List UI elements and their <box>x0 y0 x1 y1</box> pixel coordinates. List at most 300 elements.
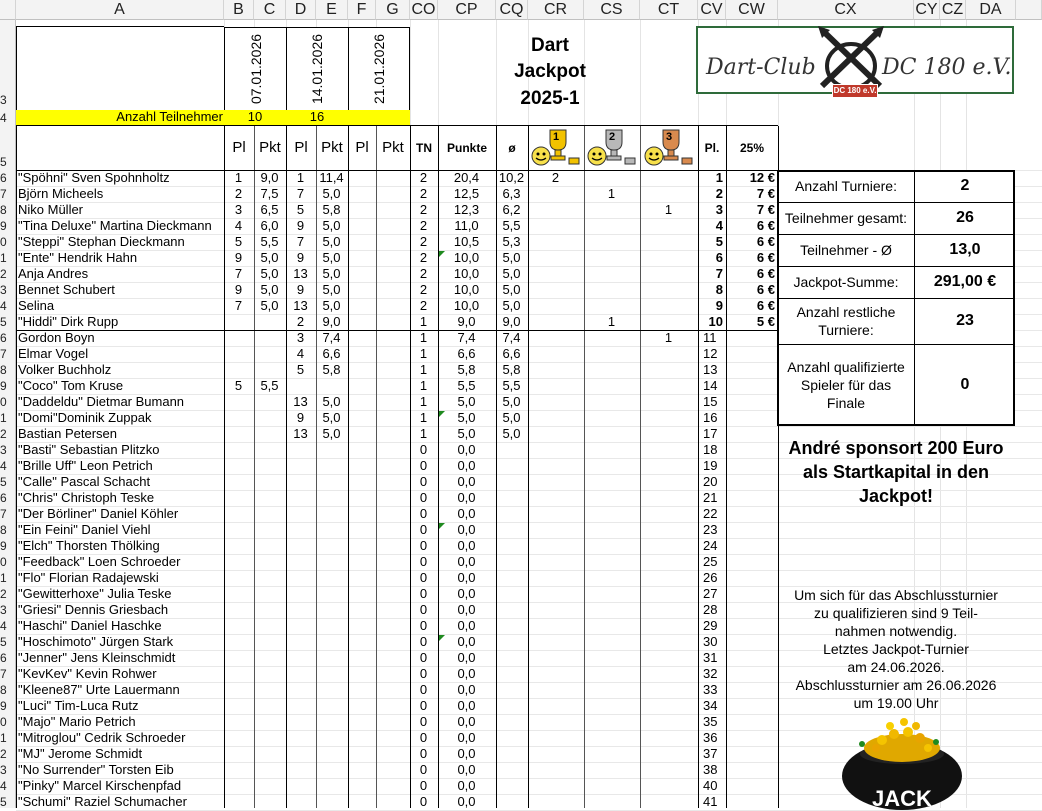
column-header-cz[interactable]: CZ <box>940 0 966 20</box>
average-points: 7,4 <box>502 330 521 345</box>
player-name: "Pinky" Marcel Kirschenpfad <box>18 778 182 793</box>
column-header-f[interactable]: F <box>348 0 376 20</box>
table-row[interactable] <box>0 458 780 474</box>
player-name: "Mitroglou" Cedrik Schroeder <box>18 730 186 745</box>
total-points: 5,5 <box>457 378 476 393</box>
table-row[interactable] <box>0 442 780 458</box>
tournaments-count: 0 <box>419 490 428 505</box>
total-points: 9,0 <box>457 314 476 329</box>
points-week-1: 6,5 <box>260 202 279 217</box>
column-header-cr[interactable]: CR <box>528 0 584 20</box>
overall-rank: 24 <box>703 538 718 553</box>
row-number[interactable]: 1 <box>0 731 7 745</box>
overall-rank: 35 <box>703 714 718 729</box>
column-header-c[interactable]: C <box>254 0 286 20</box>
row-number[interactable]: 5 <box>0 635 7 649</box>
tournaments-count: 0 <box>419 570 428 585</box>
date-2: 14.01.2026 <box>309 33 325 105</box>
points-week-2: 6,6 <box>322 346 341 361</box>
column-header-co[interactable]: CO <box>410 0 438 20</box>
row-number[interactable]: 4 <box>0 111 7 125</box>
date-3: 21.01.2026 <box>371 33 387 105</box>
column-header-cp[interactable]: CP <box>438 0 496 20</box>
tournaments-count: 0 <box>419 778 428 793</box>
total-points: 5,8 <box>457 362 476 377</box>
row-number[interactable]: 9 <box>0 379 7 393</box>
table-row[interactable] <box>0 330 780 346</box>
table-row[interactable] <box>0 522 780 538</box>
tournaments-count: 0 <box>419 586 428 601</box>
title-area-top <box>16 26 224 27</box>
player-name: "Tina Deluxe" Martina Dieckmann <box>18 218 212 233</box>
total-points: 0,0 <box>457 522 476 537</box>
tournaments-count: 0 <box>419 666 428 681</box>
points-week-1: 5,0 <box>260 250 279 265</box>
total-points: 0,0 <box>457 442 476 457</box>
tournaments-count: 0 <box>419 602 428 617</box>
total-points: 0,0 <box>457 490 476 505</box>
place-week-1: 9 <box>234 250 243 265</box>
club-logo <box>696 26 1014 94</box>
first-places: 2 <box>551 170 560 185</box>
column-header-cw[interactable]: CW <box>726 0 778 20</box>
total-points: 0,0 <box>457 554 476 569</box>
points-week-2: 5,0 <box>322 426 341 441</box>
payout: 7 € <box>756 202 775 217</box>
row-number[interactable]: 4 <box>0 459 7 473</box>
overall-rank: 14 <box>703 378 718 393</box>
place-week-1: 2 <box>234 186 243 201</box>
tournaments-count: 2 <box>419 170 428 185</box>
place-week-1: 5 <box>234 234 243 249</box>
info-line: nahmen notwendig. <box>834 623 958 639</box>
total-points: 0,0 <box>457 458 476 473</box>
row-number[interactable]: 7 <box>0 347 7 361</box>
column-header-a[interactable]: A <box>16 0 224 20</box>
table-row[interactable] <box>0 650 780 666</box>
overall-rank: 28 <box>703 602 718 617</box>
total-points: 10,0 <box>453 266 480 281</box>
column-header-cq[interactable]: CQ <box>496 0 528 20</box>
points-week-2: 5,0 <box>322 298 341 313</box>
row-number[interactable]: 3 <box>0 443 7 457</box>
table-row[interactable] <box>0 218 780 234</box>
points-week-1: 5,5 <box>260 378 279 393</box>
tournaments-count: 2 <box>419 250 428 265</box>
total-points: 12,5 <box>453 186 480 201</box>
player-name: "Domi"Dominik Zuppak <box>18 410 152 425</box>
tournaments-count: 2 <box>419 186 428 201</box>
table-row[interactable] <box>0 346 780 362</box>
place-week-1: 7 <box>234 266 243 281</box>
row-number[interactable]: 3 <box>0 603 7 617</box>
total-points: 0,0 <box>457 634 476 649</box>
place-week-2: 13 <box>293 298 308 313</box>
row-number[interactable]: 0 <box>0 555 7 569</box>
row-number[interactable]: 8 <box>0 363 7 377</box>
column-header-cv[interactable]: CV <box>698 0 726 20</box>
payout: 6 € <box>756 298 775 313</box>
second-places: 1 <box>607 186 616 201</box>
table-row[interactable] <box>0 506 780 522</box>
average-points: 5,0 <box>502 250 521 265</box>
stats-value <box>916 344 1014 426</box>
player-name: "Haschi" Daniel Haschke <box>18 618 162 633</box>
overall-rank: 30 <box>703 634 718 649</box>
row-number[interactable]: 2 <box>0 747 7 761</box>
average-points: 5,0 <box>502 426 521 441</box>
tournaments-count: 1 <box>419 410 428 425</box>
column-header-ct[interactable]: CT <box>640 0 698 20</box>
row-number[interactable]: 1 <box>0 251 7 265</box>
tournaments-count: 0 <box>419 458 428 473</box>
row-number[interactable]: 2 <box>0 267 7 281</box>
points-week-2: 5,0 <box>322 282 341 297</box>
tournaments-count: 2 <box>419 202 428 217</box>
total-points: 7,4 <box>457 330 476 345</box>
column-header-cs[interactable]: CS <box>584 0 640 20</box>
overall-rank: 19 <box>703 458 718 473</box>
tournaments-count: 1 <box>419 394 428 409</box>
table-row[interactable] <box>0 762 780 778</box>
overall-rank: 41 <box>703 794 718 809</box>
row-number[interactable]: 6 <box>0 171 7 185</box>
third-places: 1 <box>664 330 673 345</box>
row-number[interactable]: 8 <box>0 683 7 697</box>
tournaments-count: 0 <box>419 682 428 697</box>
total-points: 0,0 <box>457 698 476 713</box>
column-header-e[interactable]: E <box>316 0 348 20</box>
tournaments-count: 2 <box>419 266 428 281</box>
title-line-2: Jackpot <box>514 61 586 82</box>
tournaments-count: 0 <box>419 698 428 713</box>
tournaments-count: 1 <box>419 330 428 345</box>
payout: 6 € <box>756 218 775 233</box>
row-number[interactable]: 0 <box>0 395 7 409</box>
stats-label <box>780 170 912 202</box>
row-number[interactable]: 7 <box>0 187 7 201</box>
overall-rank: 33 <box>703 682 718 697</box>
table-row[interactable] <box>0 586 780 602</box>
select-all-corner[interactable] <box>0 0 16 20</box>
table-row[interactable] <box>0 666 780 682</box>
table-row[interactable] <box>0 186 780 202</box>
average-points: 5,5 <box>502 218 521 233</box>
average-points: 5,0 <box>502 410 521 425</box>
table-row[interactable] <box>0 730 780 746</box>
total-points: 10,0 <box>453 282 480 297</box>
table-row[interactable] <box>0 682 780 698</box>
place-week-1: 1 <box>234 170 243 185</box>
row-number[interactable]: 4 <box>0 299 7 313</box>
total-points: 11,0 <box>454 218 479 233</box>
title-line-3: 2025-1 <box>520 88 580 109</box>
total-points: 0,0 <box>457 650 476 665</box>
overall-rank: 11 <box>703 330 717 345</box>
table-row[interactable] <box>0 554 780 570</box>
header-pct: 25% <box>739 141 765 155</box>
tournaments-count: 0 <box>419 474 428 489</box>
player-name: Elmar Vogel <box>18 346 89 361</box>
table-row[interactable] <box>0 426 780 442</box>
stats-label <box>780 344 912 426</box>
stats-value <box>916 202 1014 234</box>
points-week-1: 5,0 <box>260 282 279 297</box>
average-points: 10,2 <box>498 170 525 185</box>
total-points: 0,0 <box>457 762 476 777</box>
place-week-2: 13 <box>293 266 308 281</box>
row-number[interactable]: 6 <box>0 331 7 345</box>
player-name: "Flo" Florian Radajewski <box>18 570 159 585</box>
row-number[interactable]: 5 <box>0 795 7 809</box>
header-pl-2: Pl <box>294 139 308 156</box>
place-week-2: 9 <box>296 250 305 265</box>
place-week-2: 13 <box>293 426 308 441</box>
logo-text-right: DC 180 e.V. <box>882 55 1012 80</box>
table-row[interactable] <box>0 794 780 810</box>
row-number[interactable]: 7 <box>0 667 7 681</box>
bronze-trophy-icon <box>642 128 696 168</box>
row-number[interactable]: 3 <box>0 763 7 777</box>
tournaments-count: 0 <box>419 730 428 745</box>
points-week-2: 7,4 <box>322 330 341 345</box>
place-week-2: 13 <box>293 394 308 409</box>
row-number[interactable]: 0 <box>0 235 7 249</box>
table-row[interactable] <box>0 282 780 298</box>
column-header-da[interactable]: DA <box>966 0 1016 20</box>
table-row[interactable] <box>0 266 780 282</box>
total-points: 6,6 <box>457 346 476 361</box>
tournaments-count: 2 <box>419 218 428 233</box>
row-number[interactable]: 4 <box>0 619 7 633</box>
tournaments-count: 0 <box>419 762 428 777</box>
row-number[interactable]: 1 <box>0 411 7 425</box>
table-row[interactable] <box>0 394 780 410</box>
row-number[interactable]: 9 <box>0 539 7 553</box>
overall-rank: 5 <box>715 234 723 249</box>
table-row[interactable] <box>0 474 780 490</box>
table-row[interactable] <box>0 170 780 186</box>
place-week-2: 2 <box>296 314 305 329</box>
payout: 7 € <box>756 186 775 201</box>
tournaments-count: 0 <box>419 506 428 521</box>
table-row[interactable] <box>0 490 780 506</box>
table-row[interactable] <box>0 778 780 794</box>
player-name: "Hiddi" Dirk Rupp <box>18 314 119 329</box>
place-week-2: 3 <box>296 330 305 345</box>
table-row[interactable] <box>0 378 780 394</box>
row-number[interactable]: 3 <box>0 93 7 107</box>
comment-indicator-icon <box>439 411 445 417</box>
row-number[interactable]: 8 <box>0 203 7 217</box>
player-name: Anja Andres <box>18 266 89 281</box>
player-name: "Majo" Mario Petrich <box>18 714 136 729</box>
row-number[interactable]: 6 <box>0 491 7 505</box>
total-points: 10,5 <box>453 234 480 249</box>
row-number[interactable]: 3 <box>0 283 7 297</box>
comment-indicator-icon <box>439 251 445 257</box>
table-row[interactable] <box>0 298 780 314</box>
payout: 5 € <box>756 314 775 329</box>
row-number[interactable]: 5 <box>0 475 7 489</box>
overall-rank: 23 <box>703 522 718 537</box>
tournaments-count: 1 <box>419 314 428 329</box>
player-name: Gordon Boyn <box>18 330 95 345</box>
stats-value <box>916 266 1014 298</box>
points-week-2: 5,0 <box>322 234 341 249</box>
stats-value-text: 13,0 <box>949 241 981 258</box>
tournaments-count: 0 <box>419 794 428 809</box>
total-points: 10,0 <box>453 298 480 313</box>
average-points: 5,0 <box>502 282 521 297</box>
stats-value <box>916 298 1014 344</box>
overall-rank: 8 <box>715 282 723 297</box>
stats-value-text: 2 <box>960 177 970 194</box>
table-row[interactable] <box>0 746 780 762</box>
tournaments-count: 0 <box>419 634 428 649</box>
table-row[interactable] <box>0 202 780 218</box>
overall-rank: 22 <box>703 506 718 521</box>
column-header-g[interactable]: G <box>376 0 410 20</box>
stats-label-text: Anzahl Turniere: <box>795 178 897 194</box>
total-points: 0,0 <box>457 618 476 633</box>
tournaments-count: 0 <box>419 746 428 761</box>
points-week-2: 5,8 <box>322 202 341 217</box>
row-number[interactable]: 0 <box>0 715 7 729</box>
total-points: 0,0 <box>457 570 476 585</box>
player-name: "Brille Uff" Leon Petrich <box>18 458 153 473</box>
tournaments-count: 2 <box>419 234 428 249</box>
overall-rank: 6 <box>715 250 723 265</box>
participants-label: Anzahl Teilnehmer <box>116 109 223 124</box>
points-week-2: 5,0 <box>322 250 341 265</box>
gold-trophy-icon <box>530 128 582 168</box>
player-name: "Steppi" Stephan Dieckmann <box>18 234 185 249</box>
total-points: 0,0 <box>457 506 476 521</box>
comment-indicator-icon <box>439 523 445 529</box>
column-header-cx[interactable]: CX <box>778 0 914 20</box>
trophy-number: 3 <box>665 131 673 143</box>
info-line: Um sich für das Abschlussturnier <box>794 587 998 603</box>
points-week-2: 9,0 <box>322 314 341 329</box>
overall-rank: 36 <box>703 730 718 745</box>
header-avg: ø <box>508 141 516 155</box>
stats-label <box>780 202 912 234</box>
logo-badge: DC 180 e.V. <box>832 84 878 98</box>
place-week-1: 4 <box>234 218 243 233</box>
tournaments-count: 0 <box>419 554 428 569</box>
header-pl-3: Pl <box>355 139 369 156</box>
tournaments-count: 1 <box>419 426 428 441</box>
points-week-1: 5,5 <box>260 234 279 249</box>
table-row[interactable] <box>0 314 780 330</box>
table-row[interactable] <box>0 634 780 650</box>
tournaments-count: 1 <box>419 346 428 361</box>
table-row[interactable] <box>0 362 780 378</box>
player-name: "Daddeldu" Dietmar Bumann <box>18 394 185 409</box>
stats-value-text: 0 <box>960 376 970 393</box>
third-places: 1 <box>664 202 673 217</box>
row-number[interactable]: 4 <box>0 779 7 793</box>
player-name: "KevKev" Kevin Rohwer <box>18 666 157 681</box>
table-row[interactable] <box>0 602 780 618</box>
overall-rank: 12 <box>703 346 718 361</box>
table-row[interactable] <box>0 714 780 730</box>
row-number[interactable]: 7 <box>0 507 7 521</box>
row-number[interactable]: 6 <box>0 651 7 665</box>
player-name: "Der Börliner" Daniel Köhler <box>18 506 179 521</box>
row-number[interactable]: 9 <box>0 219 7 233</box>
column-header-d[interactable]: D <box>286 0 316 20</box>
tournaments-count: 0 <box>419 650 428 665</box>
stats-value-text: 291,00 € <box>933 273 997 290</box>
total-points: 5,0 <box>457 394 476 409</box>
column-header-filler <box>1016 0 1042 20</box>
tournaments-count: 2 <box>419 282 428 297</box>
overall-rank: 25 <box>703 554 718 569</box>
player-name: Bennet Schubert <box>18 282 115 297</box>
overall-rank: 37 <box>703 746 718 761</box>
row-number[interactable]: 5 <box>0 155 7 169</box>
place-week-2: 1 <box>296 170 305 185</box>
average-points: 5,0 <box>502 298 521 313</box>
player-name: "No Surrender" Torsten Eib <box>18 762 174 777</box>
stats-label-text: Teilnehmer gesamt: <box>784 210 908 226</box>
column-header-b[interactable]: B <box>224 0 254 20</box>
place-week-2: 9 <box>296 282 305 297</box>
average-points: 5,3 <box>502 234 521 249</box>
stats-value-text: 23 <box>956 312 974 329</box>
total-points: 0,0 <box>457 714 476 729</box>
table-row[interactable] <box>0 698 780 714</box>
tournaments-count: 0 <box>419 442 428 457</box>
total-points: 0,0 <box>457 602 476 617</box>
row-number[interactable]: 9 <box>0 699 7 713</box>
overall-rank: 3 <box>715 202 723 217</box>
row-number[interactable]: 5 <box>0 315 7 329</box>
place-week-2: 7 <box>296 234 305 249</box>
table-row[interactable] <box>0 250 780 266</box>
table-row[interactable] <box>0 410 780 426</box>
player-name: "Gewitterhoxe" Julia Teske <box>18 586 172 601</box>
points-week-2: 5,0 <box>322 394 341 409</box>
overall-rank: 2 <box>715 186 723 201</box>
header-pkt-3: Pkt <box>382 139 404 156</box>
row-number[interactable]: 2 <box>0 587 7 601</box>
player-name: "Basti" Sebastian Plitzko <box>18 442 160 457</box>
table-row[interactable] <box>0 618 780 634</box>
table-row[interactable] <box>0 234 780 250</box>
place-week-2: 7 <box>296 186 305 201</box>
place-week-2: 9 <box>296 218 305 233</box>
overall-rank: 7 <box>715 266 723 281</box>
player-name: "Calle" Pascal Schacht <box>18 474 151 489</box>
player-name: "Schumi" Raziel Schumacher <box>18 794 187 809</box>
column-header-cy[interactable]: CY <box>914 0 940 20</box>
row-number[interactable]: 8 <box>0 523 7 537</box>
stats-label <box>780 298 912 344</box>
row-number[interactable]: 2 <box>0 427 7 441</box>
average-points: 9,0 <box>502 314 521 329</box>
tournaments-count: 1 <box>419 378 428 393</box>
row-number[interactable]: 1 <box>0 571 7 585</box>
table-row[interactable] <box>0 570 780 586</box>
average-points: 5,0 <box>502 394 521 409</box>
total-points: 0,0 <box>457 730 476 745</box>
stats-label <box>780 234 912 266</box>
table-row[interactable] <box>0 538 780 554</box>
overall-rank: 18 <box>703 442 718 457</box>
